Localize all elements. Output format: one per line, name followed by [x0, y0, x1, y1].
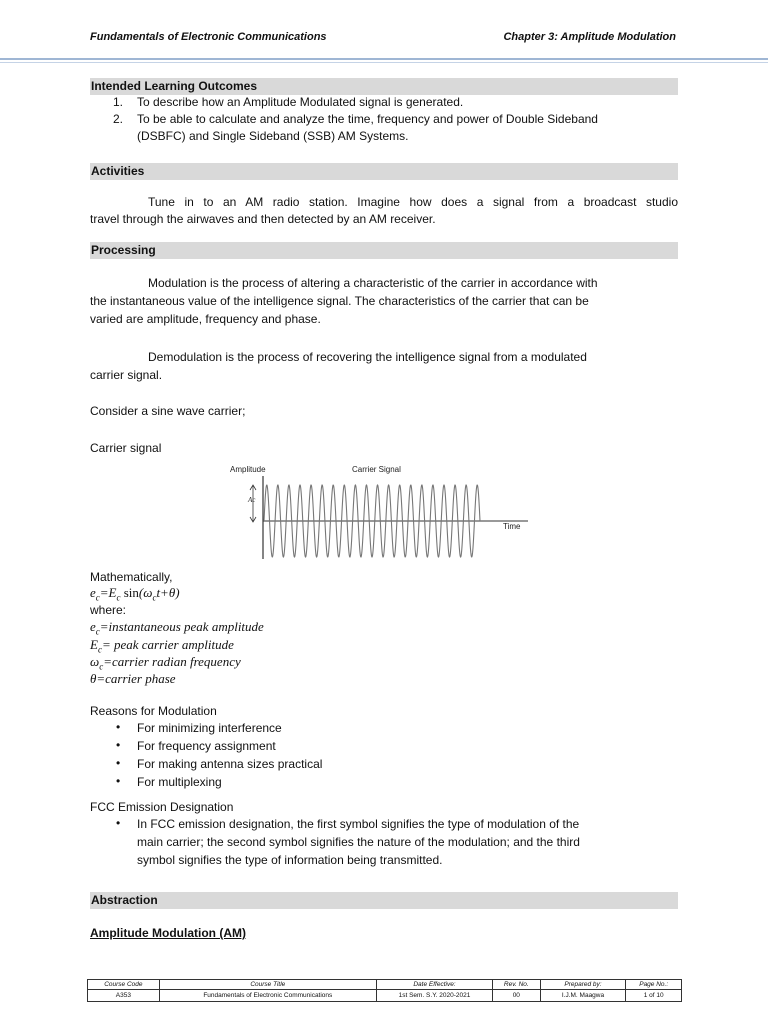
footer-header: Page No.:: [626, 980, 682, 990]
footer-header: Rev. No.: [493, 980, 540, 990]
figure-amp-symbol: Ac: [248, 496, 256, 504]
footer-course-code: A353: [88, 990, 160, 1002]
reasons-list: • For minimizing interference • For frequency assignment • For making antenna sizes practical • For multiplexing: [0, 720, 768, 792]
carrier-equation: $e_c=E_c$ $\sin(\omega_ct+\theta)$: [90, 585, 180, 603]
processing-p1-line-2: the instantaneous value of the intelligence signal. The characteristics of the carrier that can be: [90, 294, 589, 308]
header-course-title: Fundamentals of Electronic Communications: [90, 31, 327, 43]
footer-rev-no: 00: [493, 990, 540, 1002]
processing-p2-line-2: carrier signal.: [90, 368, 163, 382]
def-Ec: $E_c=$ peak carrier amplitude: [90, 637, 234, 655]
carrier-signal-label: Carrier signal: [90, 441, 162, 455]
list-item: For making antenna sizes practical: [137, 757, 323, 771]
carrier-signal-figure: [228, 462, 533, 572]
footer-date-effective: 1st Sem. S.Y. 2020-2021: [376, 990, 492, 1002]
footer-header: Prepared by:: [540, 980, 626, 990]
section-processing-heading: Processing: [90, 242, 678, 259]
list-item: For multiplexing: [137, 775, 222, 789]
ilo-item-1: 1. To describe how an Amplitude Modulated signal is generated.: [113, 95, 464, 109]
activities-line-2: travel through the airwaves and then detected by an AM receiver.: [90, 212, 436, 226]
header-chapter-title: Chapter 3: Amplitude Modulation: [503, 31, 676, 43]
footer-table: [87, 979, 682, 1002]
ilo-item-2: 2. To be able to calculate and analyze the time, frequency and power of Double Sideband (DSBFC) and Single Sideband (SSB) AM Systems.: [113, 112, 598, 143]
def-ec: $e_c=instantaneous$ peak amplitude: [90, 619, 264, 637]
section-abstraction-heading: Abstraction: [90, 892, 678, 909]
def-theta: θ=carrier phase: [90, 671, 176, 686]
processing-p1-line-1: Modulation is the process of altering a characteristic of the carrier in accordance with: [148, 276, 598, 290]
footer-page-no: 1 of 10: [626, 990, 682, 1002]
processing-p2-line-1: Demodulation is the process of recovering the intelligence signal from a modulated: [148, 350, 587, 364]
fcc-list: • In FCC emission designation, the first symbol signifies the type of modulation of the main carrier; the second symbol signifies the nature of the modulation; and the third symbol signifies the type of information being transmitted.: [116, 816, 580, 867]
section-activities-heading: Activities: [90, 163, 678, 180]
def-omega-c: $\omega_c=carrier$ radian frequency: [90, 654, 241, 672]
figure-x-label: Time: [503, 522, 521, 531]
reasons-title: Reasons for Modulation: [90, 704, 217, 718]
list-item: For minimizing interference: [137, 721, 282, 735]
math-intro: Mathematically,: [90, 570, 173, 584]
math-where: where:: [90, 603, 127, 617]
processing-p1-line-3: varied are amplitude, frequency and phase.: [90, 312, 321, 326]
section-ilo-heading: Intended Learning Outcomes: [90, 78, 678, 95]
header-divider: [0, 58, 768, 60]
consider-text: Consider a sine wave carrier;: [90, 404, 246, 418]
footer-header: Date Effective:: [376, 980, 492, 990]
footer-header: Course Code: [88, 980, 160, 990]
header-divider-thin: [0, 62, 768, 63]
footer-header: Course Title: [159, 980, 376, 990]
activities-line-1: Tune in to an AM radio station. Imagine how does a signal from a broadcast studio: [148, 195, 678, 209]
fcc-title: FCC Emission Designation: [90, 800, 234, 814]
list-item: For frequency assignment: [137, 739, 276, 753]
figure-title: Carrier Signal: [352, 465, 401, 474]
am-subtitle: Amplitude Modulation (AM): [90, 926, 246, 940]
figure-y-label: Amplitude: [230, 465, 266, 474]
footer-course-title: Fundamentals of Electronic Communications: [159, 990, 376, 1002]
footer-prepared-by: I.J.M. Maagwa: [540, 990, 626, 1002]
